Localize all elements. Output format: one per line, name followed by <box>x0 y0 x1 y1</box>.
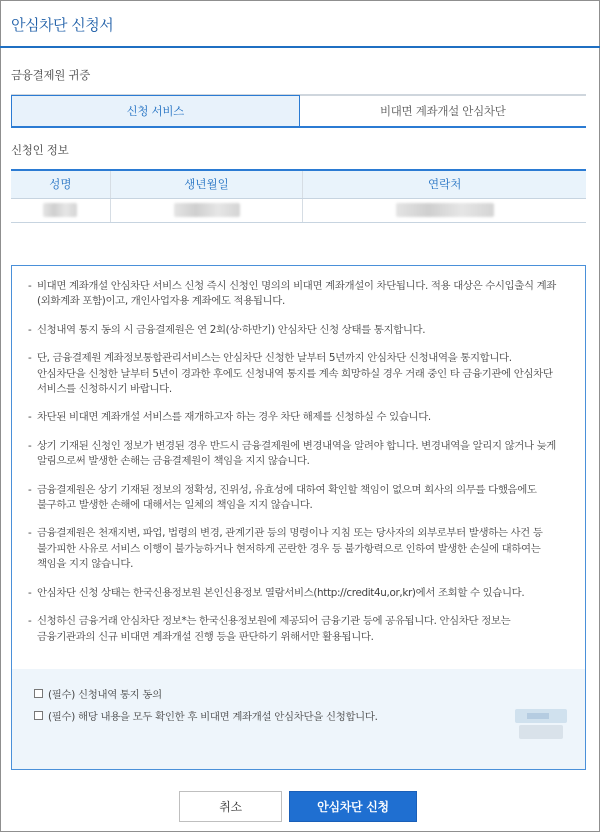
redacted-signature-image <box>515 707 567 741</box>
notice-item: - 신청내역 통지 동의 시 금융결제원은 연 2회(상·하반기) 안심차단 신청 상태를 통지합니다. <box>28 323 571 338</box>
cancel-button[interactable]: 취소 <box>179 791 282 822</box>
notice-item: - 금융결제원은 천재지변, 파업, 법령의 변경, 관계기관 등의 명령이나 지침 또는 당사자의 외부로부터 발생하는 사건 등 불가피한 사유로 서비스 이행이 불가능하거나 현저하게 곤란한 경우 등 불가항력으로 인하여 발생한 손실에 대하여는 책임을 지지 않습니다. <box>28 526 571 572</box>
agree-notification-label: (필수) 신청내역 통지 동의 <box>48 688 162 701</box>
header-contact: 연락처 <box>303 170 586 198</box>
applicant-name-cell <box>11 198 110 222</box>
tab-noncontact-block[interactable]: 비대면 계좌개설 안심차단 <box>300 95 587 126</box>
redacted-birthdate <box>174 203 240 217</box>
notice-list <box>12 266 585 645</box>
notice-item: - 차단된 비대면 계좌개설 서비스를 재개하고자 하는 경우 차단 해제를 신청하실 수 있습니다. <box>28 410 571 425</box>
agreement-box <box>12 669 585 769</box>
notice-item: - 상기 기재된 신청인 정보가 변경된 경우 반드시 금융결제원에 변경내역을 알려야 합니다. 변경내역을 알리지 않거나 늦게 알림으로써 발생한 손해는 금융결제원이 책임을 지지 않습니다. <box>28 439 571 470</box>
agree-notification-checkbox[interactable] <box>34 683 585 703</box>
redacted-name <box>43 203 77 217</box>
applicant-contact-cell <box>303 198 586 222</box>
apply-block-button[interactable]: 안심차단 신청 <box>289 791 417 822</box>
applicant-table <box>11 169 586 223</box>
notice-item: - 단, 금융결제원 계좌정보통합관리서비스는 안심차단 신청한 날부터 5년까지 안심차단 신청내역을 통지합니다. 안심차단을 신청한 날부터 5년이 경과한 후에도 신청내역 통지를 계속 희망하실 경우 거래 중인 타 금융기관에 안심차단 서비스를 신청하시기 바랍니다. <box>28 351 571 397</box>
service-tabs <box>11 94 586 128</box>
agree-apply-label: (필수) 해당 내용을 모두 확인한 후 비대면 계좌개설 안심차단을 신청합니다. <box>48 710 378 723</box>
notice-item: - 금융결제원은 상기 기재된 정보의 정확성, 진위성, 유효성에 대하여 확인할 책임이 없으며 회사의 의무를 다했음에도 불구하고 발생한 손해에 대해서는 일체의 책임을 지지 않습니다. <box>28 483 571 514</box>
header-name: 성명 <box>11 170 110 198</box>
redacted-contact <box>396 203 494 217</box>
checkbox-icon[interactable] <box>34 711 43 720</box>
institution-label: 금융결제원 귀중 <box>11 68 91 82</box>
checkbox-icon[interactable] <box>34 689 43 698</box>
notice-item: - 안심차단 신청 상태는 한국신용정보원 본인신용정보 열람서비스(http://credit4u,or,kr)에서 조회할 수 있습니다. <box>28 586 571 601</box>
notice-item: - 신청하신 금융거래 안심차단 정보*는 한국신용정보원에 제공되어 금융기관 등에 공유됩니다. 안심차단 정보는 금융기관과의 신규 비대면 계좌개설 진행 등을 판단하기 위해서만 활용됩니다. <box>28 614 571 645</box>
notice-item: - 비대면 계좌개설 안심차단 서비스 신청 즉시 신청인 명의의 비대면 계좌개설이 차단됩니다. 적용 대상은 수시입출식 계좌 (외화계좌 포함)이고, 개인사업자용 계좌에도 적용됩니다. <box>28 279 571 310</box>
title-divider <box>0 46 600 48</box>
tab-apply-service[interactable]: 신청 서비스 <box>11 95 300 126</box>
notice-box <box>11 265 586 770</box>
agree-apply-checkbox[interactable] <box>34 705 585 725</box>
applicant-label: 신청인 정보 <box>11 143 69 157</box>
page-title: 안심차단 신청서 <box>11 16 114 34</box>
applicant-birthdate-cell <box>110 198 303 222</box>
header-birthdate: 생년월일 <box>110 170 303 198</box>
